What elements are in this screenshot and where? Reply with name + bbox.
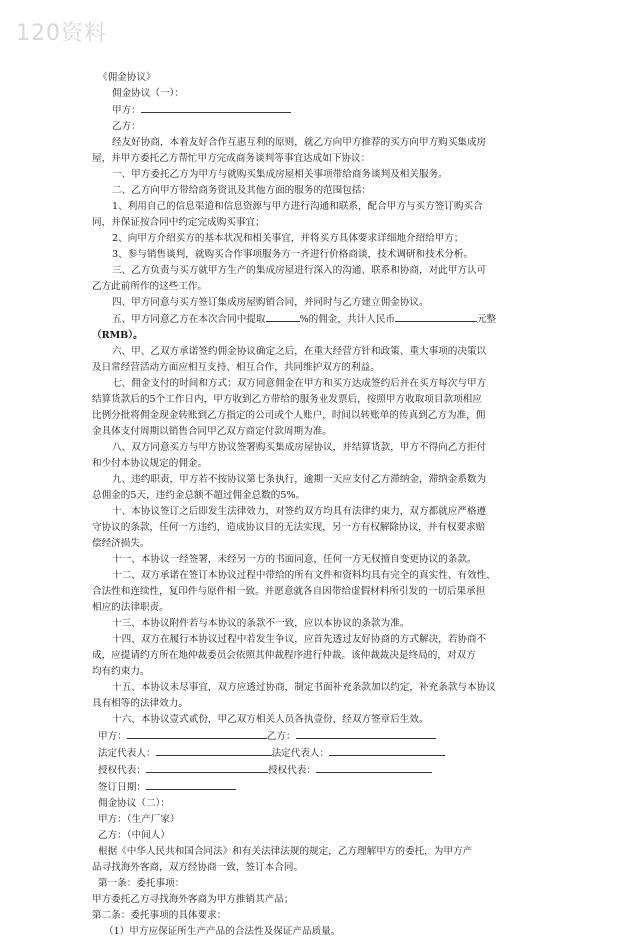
party-b-label: 乙方： — [112, 121, 141, 132]
sig-a-label: 甲方： — [98, 731, 127, 742]
sign-date-line — [92, 779, 552, 796]
clause: 比例分批将佣金现金转账到乙方指定的公司或个人账户，时间以转账单的传真到乙方为准，佣 — [92, 410, 486, 421]
signature-legal-reps — [92, 745, 552, 762]
clause: 十、本协议签订之后即发生法律效力，对签约双方均具有法律约束力，双方都就应严格遵 — [112, 506, 487, 517]
clause: 乙方此前所作的这些工作。 — [92, 281, 208, 292]
sign-date-label: 签订日期： — [98, 782, 146, 793]
party-a-blank — [141, 102, 291, 113]
clause: 成，应提请约方所在地仲裁委员会依照其仲裁程序进行仲裁。该仲裁裁决是终局的，对双方 — [92, 650, 476, 661]
clause: 同，并保证按合同中约定完成购买事宜； — [92, 217, 265, 228]
clause: %的佣金，共计人民币 — [299, 314, 395, 325]
clause: 元整 — [476, 314, 497, 325]
clause: 相应的法律职责。 — [92, 602, 169, 613]
auth-rep-b-label: 授权代表： — [267, 765, 316, 776]
watermark: 120资料 — [16, 21, 107, 46]
paragraph: 品寻找海外客商，双方经协商一致，签订本合同。 — [92, 862, 304, 873]
clause: 结算货款后的5个工作日内，甲方收到乙方带给的服务业发票后，按照甲方收取项目款项相应 — [92, 394, 482, 405]
clause: 六、甲、乙双方承诺签约佣金协议确定之后，在重大经营方针和政策、重大事项的决策以 — [112, 346, 487, 357]
a2-party-b: 乙方：（中间人） — [98, 830, 170, 841]
doc-title: 《佣金协议》 — [98, 72, 156, 83]
party-a-line — [92, 102, 552, 119]
legal-rep-a-label: 法定代表人： — [98, 748, 156, 759]
signature-auth-reps — [92, 762, 552, 779]
legal-rep-b-blank — [329, 745, 445, 756]
clause: 十三、本协议附件若与本协议的条款不一致，应以本协议的条款为准。 — [112, 618, 410, 629]
legal-rep-b-label: 法定代表人： — [271, 748, 330, 759]
clause: 九、违约职责，甲方若不按协议第七条执行，逾期一天应支付乙方滞纳金，滞纳金系数为 — [112, 474, 487, 485]
clause: 均有约束力。 — [92, 666, 150, 677]
percent-blank — [266, 311, 300, 322]
party-b-line — [92, 119, 552, 135]
clause: 金具体支付周期以销售合同甲乙双方商定付款周期为准。 — [92, 426, 332, 437]
paragraph: 根据《中华人民共和国合同法》和有关法律法规的规定，乙方理解甲方的委托，为甲方产 — [98, 846, 473, 857]
party-a-label: 甲方： — [112, 105, 141, 116]
article-text: 甲方委托乙方寻找海外客商为甲方推销其产品； — [92, 894, 294, 905]
clause: 十六、本协议壹式贰份，甲乙双方相关人员各执壹份，经双方签章后生效。 — [112, 714, 429, 725]
article-heading: 第二条：委托事项的具体要求： — [92, 910, 227, 921]
clause: 八、双方同意买方与甲方协议签署购买集成房屋协议，并结算货款，甲方不得向乙方拒付 — [112, 442, 487, 453]
signature-parties — [92, 728, 552, 745]
auth-rep-b-blank — [316, 762, 432, 773]
clause: 和少付本协议规定的佣金。 — [92, 458, 208, 469]
sign-date-blank — [146, 779, 236, 790]
clause: 偿经济损失。 — [92, 538, 150, 549]
clause: 及日常经营活动方面应相互支持、相互合作，共同维护双方的利益。 — [92, 362, 380, 373]
clause: 五、甲方同意乙方在本次合同中提取 — [112, 314, 266, 325]
clause: 2、向甲方介绍买方的基本状况和相关事宜，并将买方具体要求详细地介绍给甲方； — [112, 233, 464, 244]
document-body — [92, 70, 552, 940]
clause: 二、乙方向甲方带给商务资讯及其他方面的服务的范围包括： — [112, 185, 372, 196]
clause: 1、利用自己的信息渠道和信息资源与甲方进行沟通和联系，配合甲方与买方签订购买合 — [112, 201, 483, 212]
paragraph: 经友好协商，本着友好合作互惠互利的原则，就乙方向甲方推荐的买方向甲方购买集成房 — [112, 137, 487, 148]
a2-party-a: 甲方：（生产厂家） — [98, 814, 180, 825]
clause: 具有相等的法律效力。 — [92, 698, 188, 709]
clause: 四、甲方同意与买方签订集成房屋购销合同，并同时与乙方建立佣金协议。 — [112, 297, 429, 308]
clause: 守协议的条款，任何一方违约，造成协议目的无法实现，另一方有权解除协议，并有权要求赔 — [92, 522, 486, 533]
clause: 七、佣金支付的时间和方式：双方同意佣金在甲方和买方达成签约后并在买方每次与甲方 — [112, 378, 487, 389]
clause: 十二、双方承诺在签订本协议过程中带给的所有文件和资料均具有完全的真实性、有效性、 — [112, 570, 496, 581]
clause: （RMB）。 — [92, 330, 143, 341]
auth-rep-a-label: 授权代表： — [98, 765, 146, 776]
clause: 十五、本协议未尽事宜，双方应透过协商，制定书面补充条款加以约定，补充条款与本协议 — [112, 682, 496, 693]
article-heading: 第一条：委托事项： — [98, 878, 185, 889]
agreement-2-heading: 佣金协议（二）： — [98, 798, 170, 809]
clause: 一、甲方委托乙方为甲方与就购买集成房屋相关事项带给商务谈判及相关服务。 — [112, 169, 448, 180]
sig-a-blank — [127, 728, 267, 739]
amount-blank — [395, 311, 477, 322]
article-text: （1）甲方应保证所生产产品的合法性及保证产品质量。 — [104, 926, 341, 937]
clause: 三、乙方负责与买方就甲方生产的集成房屋进行深入的沟通、联系和协商，对此甲方认可 — [112, 265, 487, 276]
paragraph: 屋，并甲方委托乙方帮忙甲方完成商务谈判等事宜达成如下协议： — [92, 153, 371, 164]
agreement-1-heading: 佣金协议（一）： — [112, 88, 184, 99]
auth-rep-a-blank — [146, 762, 268, 773]
clause: 十一、本协议一经签署，未经另一方的书面同意，任何一方无权擅自变更协议的条款。 — [112, 554, 477, 565]
clause: 总佣金的5天，违约金总额不超过佣金总数的5%。 — [92, 490, 306, 501]
clause: 3、参与销售谈判，就购买合作事项服务方一齐进行价格商谈，技术调研和技术分析。 — [112, 249, 474, 260]
legal-rep-a-blank — [156, 745, 272, 756]
sig-b-label: 乙方： — [266, 731, 296, 742]
clause: 十四、双方在履行本协议过程中若发生争议，应首先透过友好协商的方式解决，若协商不 — [112, 634, 487, 645]
clause: 合法性和连续性，复印件与原件相一致。并愿意就各自因带给虚假材料所引发的一切后果承担 — [92, 586, 486, 597]
commission-line — [92, 311, 552, 328]
sig-b-blank — [296, 728, 436, 739]
